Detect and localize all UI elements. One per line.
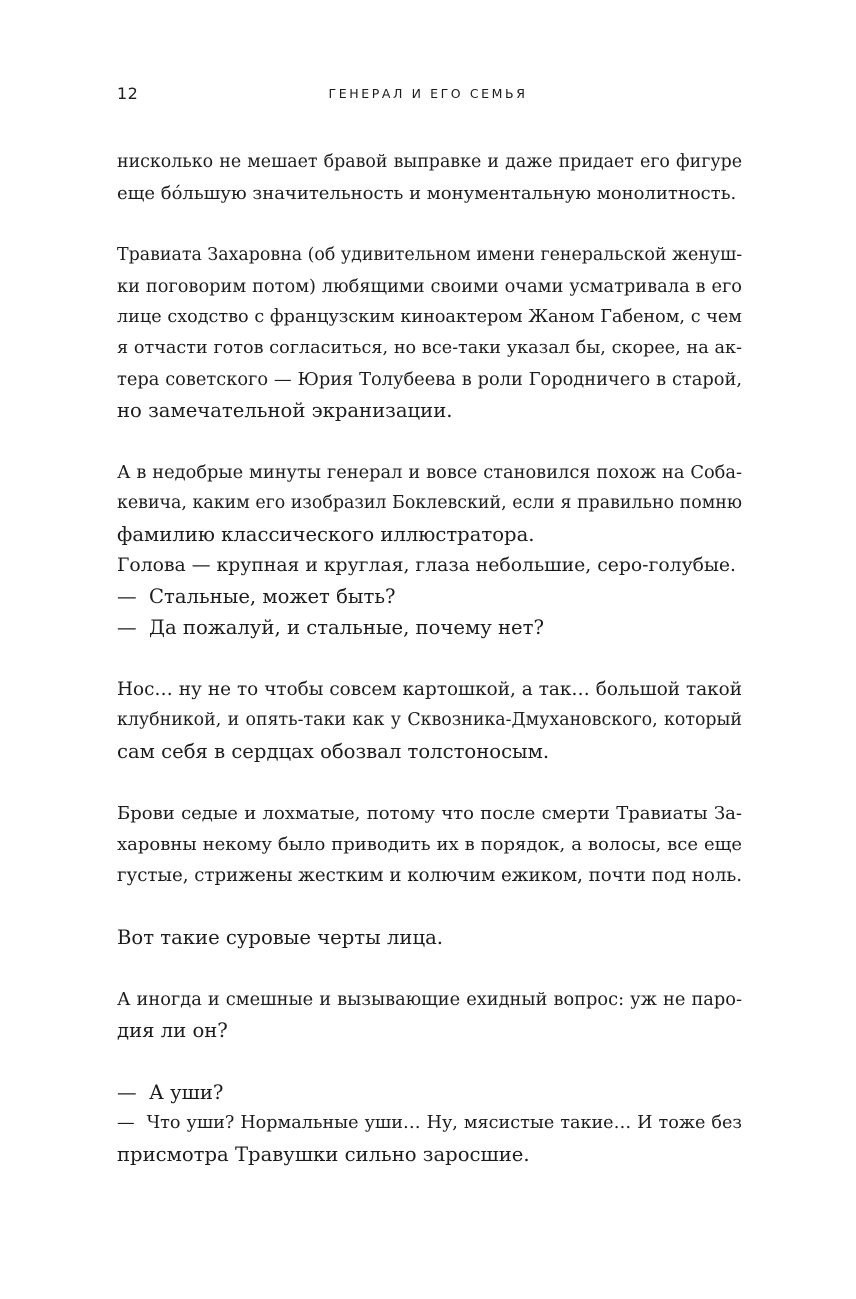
text-line: густые, стрижены жестким и колючим ежиком, почти под ноль. (117, 865, 743, 886)
paragraph-gap (117, 767, 742, 798)
dialogue-line: — Что уши? Нормальные уши… Ну, мясистые такие… И тоже без (117, 1113, 742, 1133)
text-line: тера советского — Юрия Толубеева в роли Городничего в старой, (117, 369, 742, 390)
text-line: харовны некому было приводить их в порядок, а волосы, все еще (117, 834, 742, 855)
text-line: Нос… ну не то чтобы совсем картошкой, а так… большой такой (117, 679, 742, 700)
dialogue-line: — А уши? (117, 1081, 224, 1104)
text-line: Вот такие суровые черты лица. (117, 926, 443, 949)
dialogue-line: — Стальные, может быть? (117, 585, 396, 608)
paragraph-gap (117, 891, 742, 922)
paragraph-gap (117, 643, 742, 674)
text-line: Голова — крупная и круглая, глаза небольшие, серо-голубые. (117, 555, 736, 576)
paragraph-gap (117, 953, 742, 984)
paragraph-gap (117, 1046, 742, 1077)
paragraph-gap (117, 426, 742, 457)
page-header (117, 80, 739, 108)
text-line: Травиата Захаровна (об удивительном имени генеральской женуш- (117, 245, 743, 265)
text-line: но замечательной экранизации. (117, 399, 453, 422)
running-title: ГЕНЕРАЛ И ЕГО СЕМЬЯ (328, 86, 528, 101)
text-line: клубникой, и опять-таки как у Сквозника-Дмухановского, который (117, 710, 742, 730)
page-number: 12 (117, 84, 139, 103)
text-line: лице сходство с французским киноактером Жаном Габеном, с чем (117, 307, 742, 327)
text-line: ки поговорим потом) любящими своими очами усматривала в его (117, 276, 742, 297)
text-line: еще бо́льшую значительность и монументальную монолитность. (117, 183, 737, 204)
body-text (117, 147, 742, 1170)
text-line: Брови седые и лохматые, потому что после смерти Травиаты За- (117, 803, 742, 824)
text-line: А в недобрые минуты генерал и вовсе становился похож на Соба- (117, 462, 742, 483)
text-line: нисколько не мешает бравой выправке и даже придает его фигуре (117, 152, 742, 172)
text-line: сам себя в сердцах обозвал толстоносым. (117, 740, 550, 763)
text-line: кевича, каким его изобразил Боклевский, если я правильно помню (117, 493, 742, 513)
text-line: присмотра Травушки сильно заросшие. (117, 1143, 530, 1166)
text-line: А иногда и смешные и вызывающие ехидный вопрос: уж не паро- (117, 989, 742, 1010)
text-line: дия ли он? (117, 1019, 228, 1042)
text-line: я отчасти готов согласиться, но все-таки указал бы, скорее, на ак- (117, 338, 742, 358)
text-line: фамилию классического иллюстратора. (117, 523, 535, 546)
dialogue-line: — Да пожалуй, и стальные, почему нет? (117, 616, 544, 639)
paragraph-gap (117, 209, 742, 240)
